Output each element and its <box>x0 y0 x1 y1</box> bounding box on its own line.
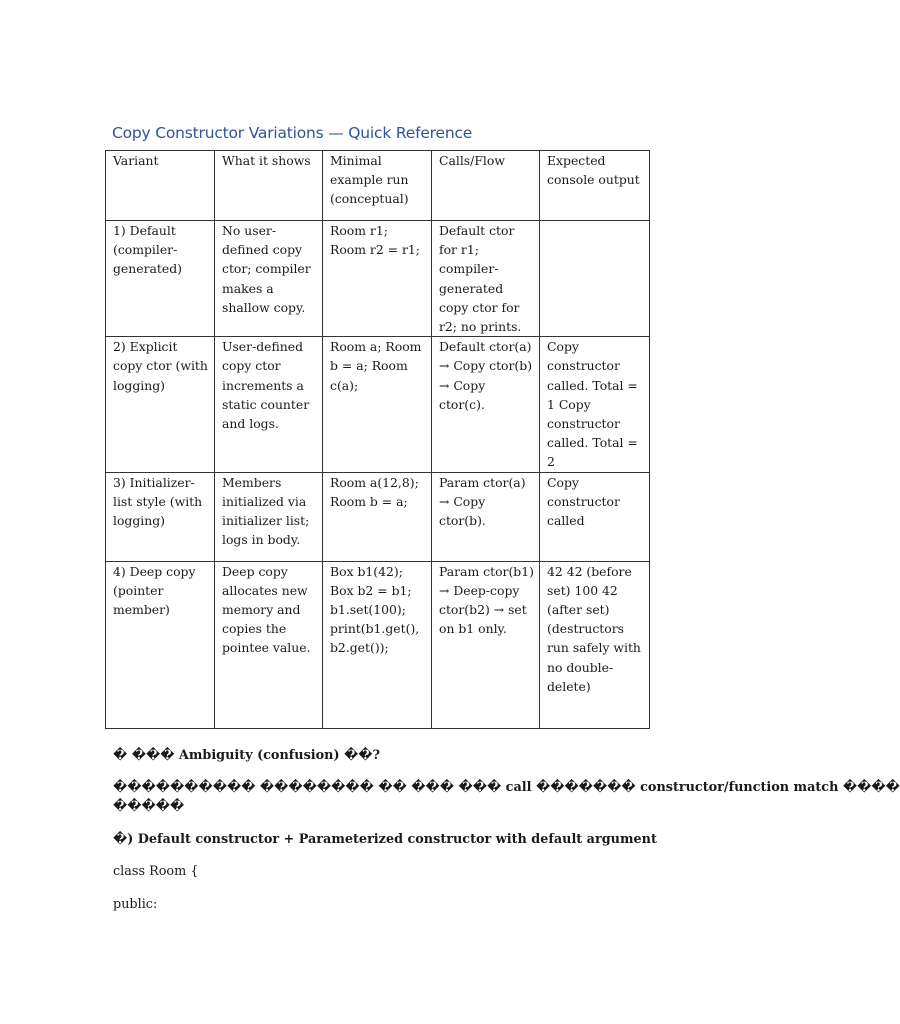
table-cell: Room r1; Room r2 = r1; <box>323 221 432 337</box>
code-line: public: <box>113 897 158 912</box>
case-title: �) Default constructor + Parameterized constructor with default argument <box>113 832 657 847</box>
table-row <box>106 221 650 337</box>
table-row <box>106 472 650 561</box>
table-cell: Room a; Room b = a; Room c(a); <box>323 337 432 472</box>
table-row <box>106 337 650 472</box>
explanation-line: ���������� �������� �� ��� ��� call ������� constructor/function match ���� <box>113 780 900 795</box>
table-cell: No user-defined copy ctor; compiler makes a shallow copy. <box>215 221 323 337</box>
reference-table <box>105 150 650 729</box>
code-line: class Room { <box>113 864 199 879</box>
table-cell: Param ctor(a) → Copy ctor(b). <box>432 472 540 561</box>
table-cell <box>540 221 650 337</box>
table-row <box>106 561 650 728</box>
table-cell: 1) Default (compiler-generated) <box>106 221 215 337</box>
header-cell: Variant <box>106 151 215 221</box>
table-cell: Deep copy allocates new memory and copies the pointee value. <box>215 561 323 728</box>
explanation-line: ����� <box>113 799 185 814</box>
table-cell: Members initialized via initializer list; logs in body. <box>215 472 323 561</box>
header-cell: Calls/Flow <box>432 151 540 221</box>
table-cell: Copy constructor called. Total = 1 Copy constructor called. Total = 2 <box>540 337 650 472</box>
table-cell: 4) Deep copy (pointer member) <box>106 561 215 728</box>
ambiguity-question: � ��� Ambiguity (confusion) ��? <box>113 748 380 763</box>
table-header-row <box>106 151 650 221</box>
table-cell: 42 42 (before set) 100 42 (after set) (destructors run safely with no double-delete) <box>540 561 650 728</box>
header-cell: Minimal example run (conceptual) <box>323 151 432 221</box>
table-cell: Param ctor(b1) → Deep-copy ctor(b2) → set on b1 only. <box>432 561 540 728</box>
table-cell: User-defined copy ctor increments a static counter and logs. <box>215 337 323 472</box>
table-cell: Default ctor(a) → Copy ctor(b) → Copy ctor(c). <box>432 337 540 472</box>
header-cell: Expected console output <box>540 151 650 221</box>
table-cell: Default ctor for r1; compiler-generated copy ctor for r2; no prints. <box>432 221 540 337</box>
table-cell: 2) Explicit copy ctor (with logging) <box>106 337 215 472</box>
table-cell: 3) Initializer-list style (with logging) <box>106 472 215 561</box>
table-cell: Copy constructor called <box>540 472 650 561</box>
header-cell: What it shows <box>215 151 323 221</box>
table-cell: Room a(12,8); Room b = a; <box>323 472 432 561</box>
table-cell: Box b1(42); Box b2 = b1; b1.set(100); print(b1.get(), b2.get()); <box>323 561 432 728</box>
section-heading: Copy Constructor Variations — Quick Reference <box>112 124 473 142</box>
